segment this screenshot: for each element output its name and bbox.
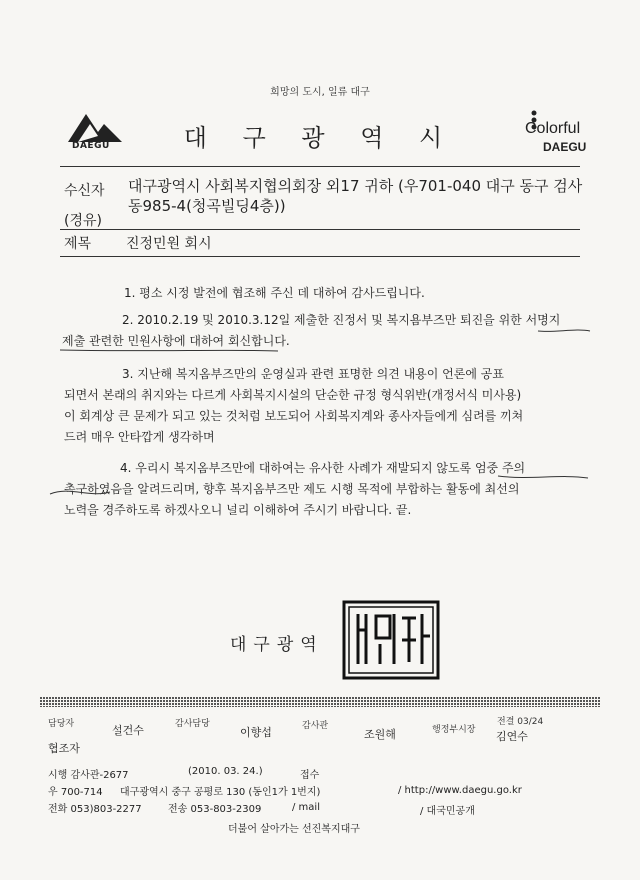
subject-divider [60, 256, 580, 257]
official-seal-icon [342, 600, 440, 680]
director-role: 감사관 [302, 721, 329, 731]
paragraph-3-line-4: 드려 매우 안타깝게 생각하며 [64, 430, 215, 444]
paragraph-3-line-3: 이 회계상 큰 문제가 되고 있는 것처럼 보도되어 사회복지계와 종사자들에게 심려를 끼쳐 [64, 409, 524, 423]
enforcement-number: 시행 감사관-2677 [48, 770, 129, 781]
postal-code: 우 700-714 [48, 787, 103, 798]
office-address: 대구광역시 중구 공평로 130 (동인1가 1번지) [120, 787, 321, 798]
recipient-label: 수신자 [64, 183, 105, 199]
footer-motto: 더불어 살아가는 선진복지대구 [228, 824, 360, 835]
colorful-daegu-logo: Colorful [525, 120, 581, 137]
daegu-emblem-label: DAEGU [72, 141, 110, 151]
enforcement-date: (2010. 03. 24.) [188, 766, 263, 777]
recipient-value: 대구광역시 사회복지협의회장 외17 귀하 (우701-040 대구 동구 검사동985-4(청곡빌딩4층)) [128, 177, 583, 215]
document-title: 대 구 광 역 시 [183, 124, 457, 152]
final-approval-note: 전결 03/24 [497, 717, 544, 727]
paragraph-2 [62, 310, 584, 352]
subject-label: 제목 [64, 236, 92, 252]
mail-label: / mail [292, 802, 320, 813]
paragraph-2-line-2: 제출 관련한 민원사항에 대하여 회신합니다. [62, 334, 290, 348]
paragraph-1: 1. 평소 시정 발전에 협조해 주신 데 대하여 감사드립니다. [124, 286, 425, 300]
manager-name: 이향섭 [240, 726, 272, 739]
paragraph-3-line-2: 되면서 본래의 취지와는 다르게 사회복지시설의 단순한 규정 형식위반(개정서식 미사용) [64, 388, 522, 402]
via-divider [60, 229, 580, 230]
manager-role: 감사담당 [175, 719, 210, 729]
via-label: (경유) [64, 213, 102, 229]
paragraph-4-line-3: 노력을 경주하도록 하겠사오니 널리 이해하여 주시기 바랍니다. 끝. [64, 503, 412, 517]
paragraph-4-line-2: 촉구하였음을 알려드리며, 향후 복지옴부즈만 제도 시행 목적에 부합하는 활동에 최선의 [64, 482, 520, 496]
deputy-role: 행정부시장 [432, 725, 476, 735]
phone-number: 전화 053)803-2277 [48, 804, 142, 815]
drafter-name: 설건수 [112, 724, 144, 737]
director-name: 조원해 [364, 728, 396, 741]
drafter-role: 담당자 [48, 719, 75, 729]
final-approver-name: 김연수 [496, 730, 528, 743]
header-divider [60, 166, 580, 167]
colorful-daegu-logo-sub: DAEGU [543, 140, 587, 154]
city-slogan: 희망의 도시, 일류 대구 [270, 87, 370, 98]
cooperator-label: 협조자 [48, 742, 80, 755]
paragraph-2-line-1: 2. 2010.2.19 및 2010.3.12일 제출한 진정서 및 복지욤부즈만 퇴진을 위한 서명지 [122, 313, 561, 327]
paragraph-4 [64, 458, 586, 521]
fax-number: 전송 053-803-2309 [168, 804, 262, 815]
receipt-label: 접수 [300, 770, 320, 781]
paragraph-3 [64, 364, 586, 448]
website-link[interactable]: / http://www.daegu.go.kr [398, 785, 522, 796]
subject-value: 진정민원 회시 [126, 236, 212, 252]
public-disclosure: / 대국민공개 [420, 806, 475, 817]
issuer-name: 대구광역 [230, 635, 324, 655]
paragraph-4-line-1: 4. 우리시 복지옴부즈만에 대하여는 유사한 사례가 재발되지 않도록 엄중 주의 [120, 461, 526, 475]
paragraph-3-line-1: 3. 지난해 복지옴부즈만의 운영실과 관련 표명한 의견 내용이 언론에 공표 [122, 367, 504, 381]
footer-band [40, 697, 600, 707]
